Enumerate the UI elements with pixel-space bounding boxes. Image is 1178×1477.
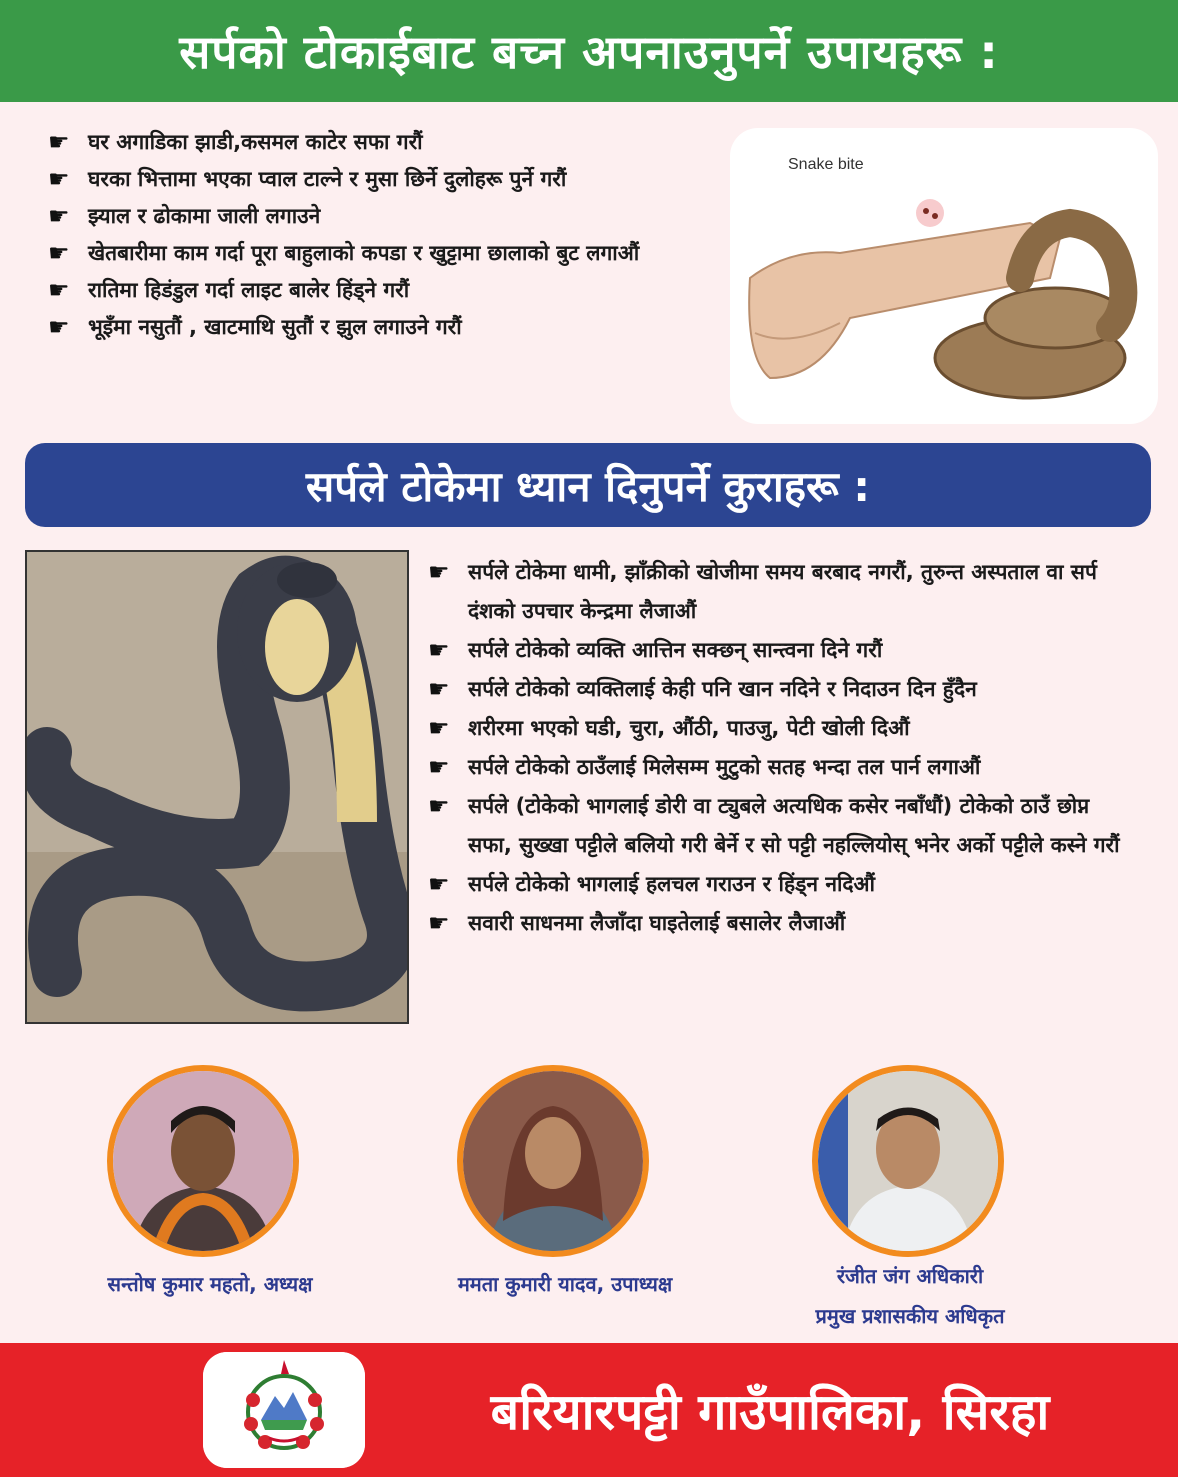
official-name: ममता कुमारी यादव, [457,1272,605,1296]
official-role: अध्यक्ष [263,1272,313,1296]
government-emblem [203,1352,365,1468]
pointing-hand-icon: ☛ [428,753,450,781]
pointing-hand-icon: ☛ [48,239,70,267]
list-item: ☛ सवारी साधनमा लैजाँदा घाइतेलाई बसालेर लैजाऔं [428,904,1140,943]
list-item: ☛ घर अगाडिका झाडी,कसमल काटेर सफा गरौं [48,125,728,160]
pointing-hand-icon: ☛ [48,165,70,193]
list-item: ☛ सर्पले टोकेको व्यक्तिलाई केही पनि खान नदिने र निदाउन दिन हुँदैन [428,670,1140,709]
avatar-chairman [107,1065,299,1257]
snake-bite-illustration [730,128,1158,424]
pointing-hand-icon: ☛ [428,909,450,937]
page-title: सर्पको टोकाईबाट बच्न अपनाउनुपर्ने उपायहरू : [0,0,1178,102]
official-role-cao: प्रमुख प्रशासकीय अधिकृत [815,1304,1005,1328]
list-item: ☛ खेतबारीमा काम गर्दा पूरा बाहुलाको कपडा र खुट्टामा छालाको बुट लगाऔं [48,236,728,271]
list-item: ☛ झ्याल र ढोकामा जाली लगाउने [48,199,728,234]
illustration-label: Snake bite [788,156,864,173]
list-item: ☛ भूइँमा नसुतौं , खाटमाथि सुतौं र झुल लगाउने गरौं [48,310,728,345]
list-item: ☛ सर्पले टोकेमा धामी, झाँक्रीको खोजीमा समय बरबाद नगरौं, तुरुन्त अस्पताल वा सर्प दंशको उपचार केन्द्रमा लैजाऔं [428,553,1140,631]
firstaid-heading: सर्पले टोकेमा ध्यान दिनुपर्ने कुराहरू : [25,443,1151,527]
list-item: ☛ शरीरमा भएको घडी, चुरा, औंठी, पाउजु, पेटी खोली दिऔं [428,709,1140,748]
pointing-hand-icon: ☛ [48,202,70,230]
pointing-hand-icon: ☛ [428,714,450,742]
list-item: ☛ सर्पले टोकेको व्यक्ति आत्तिन सक्छन् सान्त्वना दिने गरौं [428,631,1140,670]
pointing-hand-icon: ☛ [48,276,70,304]
pointing-hand-icon: ☛ [428,636,450,664]
pointing-hand-icon: ☛ [428,870,450,898]
official-name-cao: रंजीत जंग अधिकारी [836,1264,984,1288]
list-item: ☛ सर्पले टोकेको ठाउँलाई मिलेसम्म मुटुको सतह भन्दा तल पार्न लगाऔं [428,748,1140,787]
official-chairman [60,1270,360,1297]
cobra-photo [25,550,409,1024]
firstaid-list [428,553,1140,943]
emblem-icon [203,1352,365,1468]
official-name: सन्तोष कुमार महतो, [107,1272,257,1296]
pointing-hand-icon: ☛ [428,675,450,703]
organization-name: बरियारपट्टी गाउँपालिका, सिरहा [490,1383,1050,1441]
pointing-hand-icon: ☛ [428,558,450,586]
list-item: ☛ रातिमा हिडंडुल गर्दा लाइट बालेर हिंड्ने गरौं [48,273,728,308]
prevention-list [48,125,728,347]
avatar-vice-chair [457,1065,649,1257]
cobra-image [27,552,407,1022]
pointing-hand-icon: ☛ [48,313,70,341]
list-item: ☛ घरका भित्तामा भएका प्वाल टाल्ने र मुसा छिर्ने दुलोहरू पुर्ने गरौं [48,162,728,197]
official-vice-chair [410,1270,720,1297]
list-item: ☛ सर्पले टोकेको भागलाई हलचल गराउन र हिंड्न नदिऔं [428,865,1140,904]
pointing-hand-icon: ☛ [48,128,70,156]
official-role: उपाध्यक्ष [611,1272,673,1296]
pointing-hand-icon: ☛ [428,792,450,820]
list-item: ☛ सर्पले (टोकेको भागलाई डोरी वा ट्युबले अत्यधिक कसेर नबाँधौं) टोकेको ठाउँ छोप्न सफा, सुख्खा पट्टीले बलियो गरी बेर्ने र सो पट्टी नहल्लियोस् भनेर अर्को पट्टीले कस्ने गरौं [428,787,1140,865]
avatar-cao [812,1065,1004,1257]
